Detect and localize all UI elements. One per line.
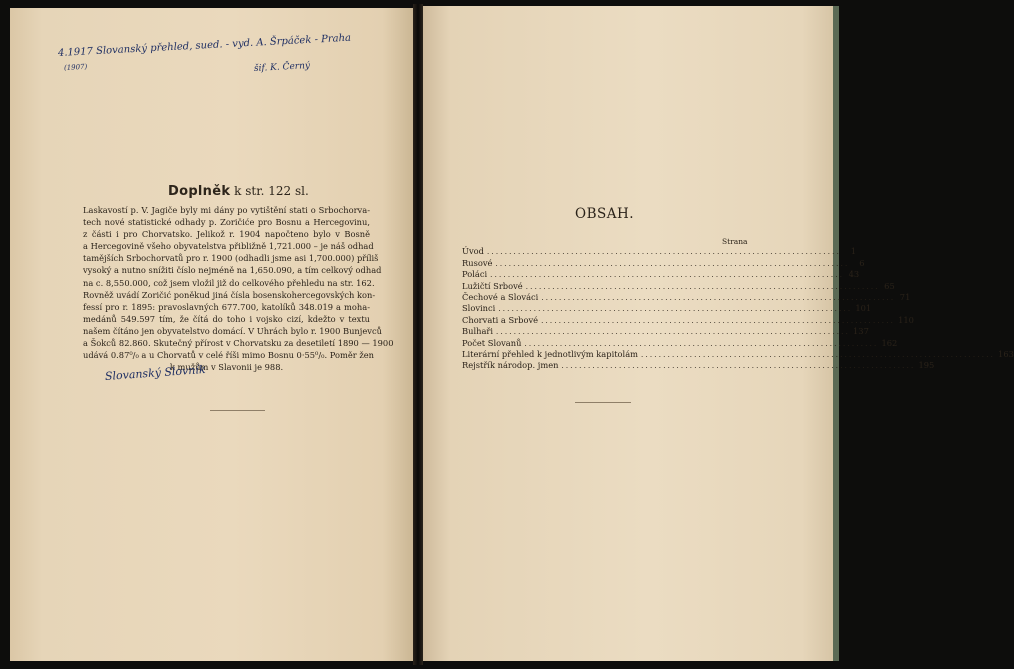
handwritten-note-line1: 4.1917 Slovanský přehled, sued. - vyd. A. Šrpáček - Praha <box>57 32 352 59</box>
toc-leader-dots: ................................................................................ <box>495 259 850 268</box>
toc-entry-label: Úvod <box>462 246 484 257</box>
paragraph-line: našem čítáno jen obyvatelstvo domácí. V Uhrách bylo r. 1900 Bunjevců <box>83 325 382 336</box>
toc-leader-dots: ................................................................................ <box>496 328 851 337</box>
paragraph-line: fessí pro r. 1895: pravoslavných 677.700, katolíků 348.019 a moha- <box>83 301 370 312</box>
contents-title: OBSAH. <box>575 206 635 222</box>
paragraph-line: udává 0.87⁰/₀ a u Chorvatů v celé říši mimo Bosnu 0·55⁰/₀. Poměr žen <box>83 350 374 361</box>
toc-entry-page: 101 <box>855 303 872 314</box>
toc-entry-label: Poláci <box>462 269 488 280</box>
toc-entry-page: 195 <box>918 360 935 371</box>
toc-entry <box>462 279 895 291</box>
toc-leader-dots: ................................................................................ <box>641 350 996 359</box>
paragraph-line: medánů 549.597 tím, že čítá do toho i vojsko cizí, kdežto v textu <box>83 313 370 324</box>
toc-entry-label: Bulhaři <box>462 326 494 337</box>
paragraph-line: tech nové statistické odhady p. Zoričiće pro Bosnu a Hercegovinu, <box>83 217 370 228</box>
divider-rule <box>575 402 631 403</box>
toc-entry-page: 137 <box>853 326 869 337</box>
paragraph-line: a Šokců 82.860. Skutečný přírost v Chorvatsku za desetiletí 1890 — 1900 <box>83 338 394 349</box>
toc-entry <box>462 336 898 348</box>
toc-leader-dots: ................................................................................ <box>541 293 896 302</box>
handwritten-note-year: (1907) <box>63 62 88 72</box>
toc-entry-label: Chorvati a Srbové <box>462 314 539 325</box>
paragraph-line: k mužům v Slavonii je 988. <box>169 362 284 373</box>
toc-entry-label: Počet Slovanů <box>462 337 522 348</box>
toc-leader-dots: ................................................................................ <box>525 282 880 291</box>
divider-rule <box>210 410 265 411</box>
toc-leader-dots: ................................................................................ <box>498 305 853 314</box>
handwritten-note-line3: šif. K. Černý <box>253 61 311 74</box>
toc-entry-page: 163 <box>998 348 1014 359</box>
addendum-heading-ref: k str. 122 sl. <box>234 184 309 198</box>
paragraph-line: Rovněž uvádí Zoričić poněkud jiná čísla bosenskohercegovských kon- <box>83 289 376 300</box>
toc-entry-page: 1 <box>850 246 857 257</box>
toc-entry-label: Lužičtí Srbové <box>462 280 523 291</box>
toc-leader-dots: ................................................................................ <box>524 339 879 348</box>
toc-leader-dots: ................................................................................ <box>487 248 842 257</box>
toc-entry <box>462 302 872 314</box>
toc-entry-page: 162 <box>881 337 898 348</box>
toc-entry <box>462 325 869 337</box>
addendum-heading-bold: Doplněk <box>168 184 231 199</box>
toc-entry-label: Čechové a Slováci <box>462 291 539 302</box>
toc-leader-dots: ................................................................................ <box>490 271 845 280</box>
handwritten-signature: Slovanský Slovník <box>104 362 206 383</box>
paragraph-line: Laskavostí p. V. Jagiče byly mi dány po vytištění stati o Srbochorva- <box>83 205 370 215</box>
paragraph-line: vysoký a nutno snížiti číslo nejméně na 1,650.090, a tím celkový odhad <box>83 265 382 276</box>
paragraph-line: z části i pro Chorvatsko. Jelikož r. 1904 napočteno bylo v Bosně <box>83 229 370 240</box>
paragraph-line: a Hercegovině všeho obyvatelstva přibližně 1,721.000 – je náš odhad <box>83 241 374 252</box>
toc-entry <box>462 268 860 280</box>
paragraph-line: tamějších Srbochorvatů pro r. 1900 (odhadli jsme asi 1,700.000) příliš <box>83 253 379 264</box>
toc-leader-dots: ................................................................................ <box>561 362 916 371</box>
toc-entry-page: 6 <box>859 257 865 268</box>
addendum-heading <box>168 184 309 199</box>
addendum-paragraph <box>83 204 394 373</box>
page-column-header: Strana <box>722 237 748 246</box>
toc-entry <box>462 359 935 371</box>
toc-entry <box>462 291 911 302</box>
toc-entry-label: Rejstřík národop. jmen <box>462 360 559 371</box>
book-gutter <box>413 4 423 665</box>
toc-entry-label: Rusové <box>462 257 493 268</box>
toc-entry <box>462 256 865 268</box>
toc-entry-page: 43 <box>848 269 860 280</box>
toc-entry <box>462 348 1014 359</box>
toc-entry <box>462 245 857 257</box>
toc-entry-page: 71 <box>899 291 911 302</box>
toc-entry-label: Literární přehled k jednotlivým kapitolám <box>462 348 639 359</box>
paragraph-line: na c. 8,550.000, což jsem vložil již do celkového přehledu na str. 162. <box>83 277 375 288</box>
table-of-contents <box>462 245 1014 371</box>
toc-entry-label: Slovinci <box>462 303 496 314</box>
toc-entry-page: 110 <box>898 314 914 325</box>
toc-entry <box>462 313 914 325</box>
toc-leader-dots: ................................................................................ <box>541 316 896 325</box>
toc-entry-page: 65 <box>884 280 895 291</box>
